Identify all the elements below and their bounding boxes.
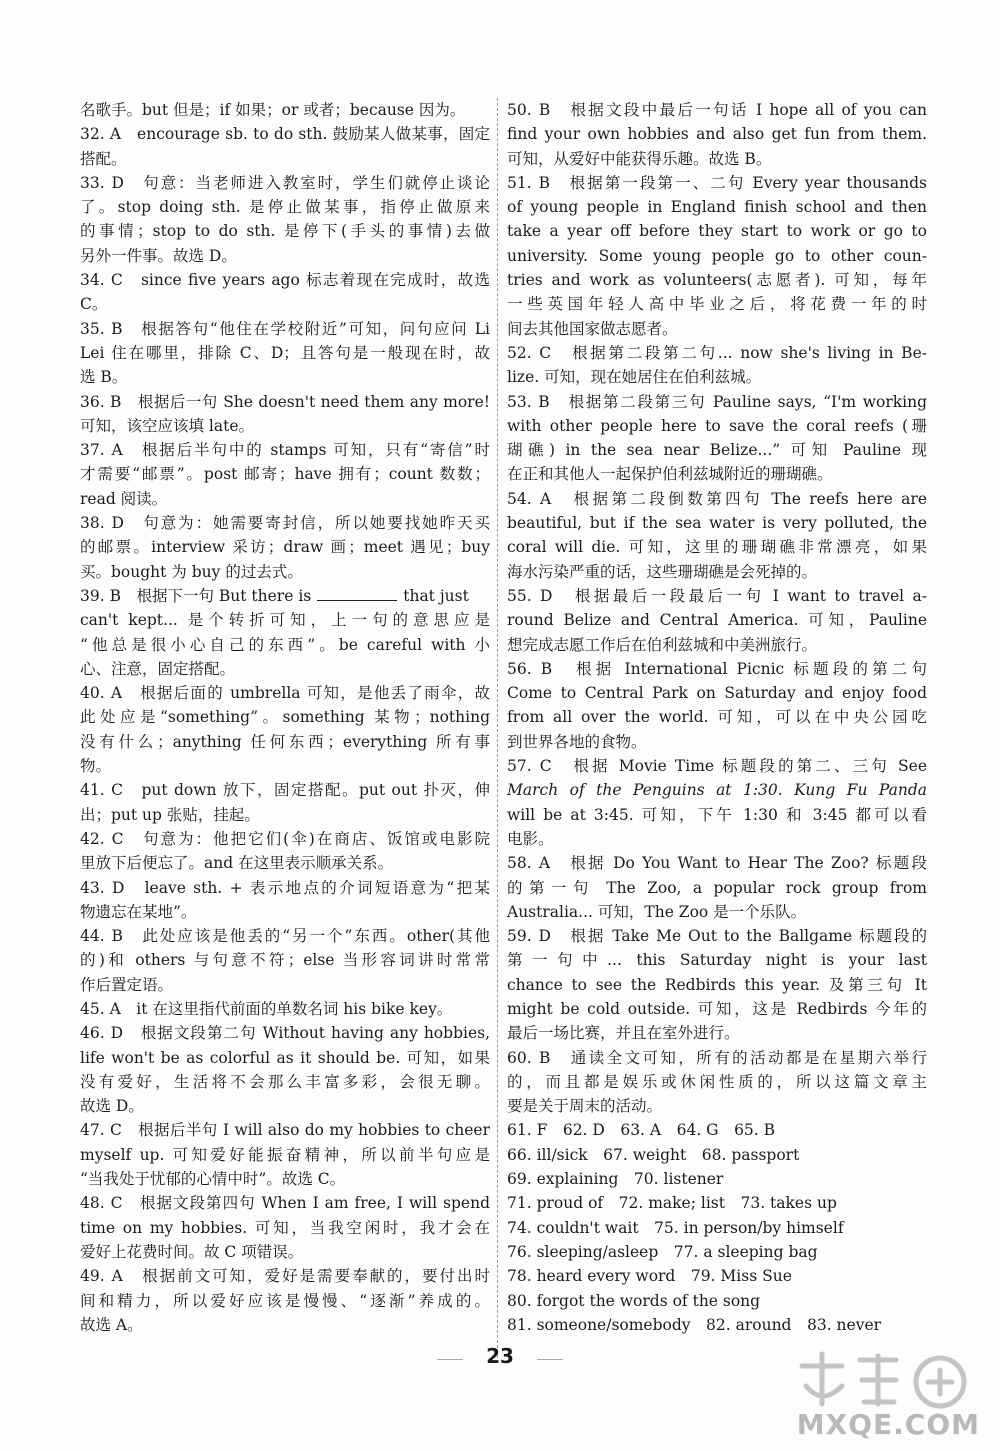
right-column-line: with other people here to save the coral reefs (珊 [507, 416, 927, 435]
right-column-line: 52. C 根据第二段第二句... now she's living in Be- [507, 343, 927, 362]
left-column-line: time on my hobbies. 可知，当我空闲时，我才会在 [80, 1218, 490, 1237]
left-column-line: 43. D leave sth. + 表示地点的介词短语意为“把某 [80, 878, 490, 897]
right-column-line: 的第一句 The Zoo, a popular rock group from [507, 878, 927, 897]
right-column-line: round Belize and Central America. 可知，Pauline [507, 611, 927, 630]
left-column-line: 44. B 此处应该是他丢的“另一个”东西。other(其他 [80, 927, 490, 946]
left-column-line: 35. B 根据答句“他住在学校附近”可知，问句应问 Li [80, 319, 490, 338]
question-39-stem: 39. B 根据下一句 But there is [80, 586, 312, 605]
right-column-line: 瑚礁) in the sea near Belize...” 可知 Pauline 现 [507, 441, 927, 460]
right-column-line: chance to see the Redbirds this year. 及第三句 It [507, 975, 927, 994]
left-column-line: 没有什么；anything 任何东西；everything 所有事 [80, 732, 490, 751]
right-column-line: 71. proud of 72. make; list 73. takes up [507, 1194, 837, 1213]
left-column-line: 故选 A。 [80, 1315, 143, 1334]
left-column-line: 搭配。 [80, 149, 127, 168]
left-column-line: 作后置定语。 [80, 975, 174, 994]
left-column-line: 36. B 根据后一句 She doesn't need them any more! [80, 392, 490, 411]
question-39-tail: that just [403, 586, 469, 605]
left-column-line: 另外一件事。故选 D。 [80, 246, 237, 265]
left-column-line: 选 B。 [80, 368, 128, 387]
left-column-line: can't kept... 是个转折可知，上一句的意思应是 [80, 611, 490, 630]
right-column-line: 50. B 根据文段中最后一句话 I hope all of you can [507, 101, 927, 119]
fill-in-blank [317, 586, 397, 601]
right-column-line: coral will die. 可知，这里的珊瑚礁非常漂亮，如果 [507, 538, 927, 557]
right-column-line: 60. B 通读全文可知，所有的活动都是在星期六举行 [507, 1048, 927, 1067]
right-column-line: 53. B 根据第二段第三句 Pauline says, “I'm working [507, 392, 927, 411]
right-column-line: 66. ill/sick 67. weight 68. passport [507, 1145, 800, 1164]
right-column-line: 78. heard every word 79. Miss Sue [507, 1267, 792, 1286]
right-column-line: 在正和其他人一起保护伯利兹城附近的珊瑚礁。 [507, 465, 833, 484]
right-column-line: might be cold outside. 可知，这是 Redbirds 今年的 [507, 999, 927, 1018]
right-column-line: 56. B 根据 International Picnic 标题段的第二句 [507, 659, 927, 678]
right-column-line: 到世界各地的食物。 [507, 732, 647, 751]
right-column-line: will be at 3:45. 可知，下午 1:30 和 3:45 都可以看 [507, 805, 927, 824]
right-column-line: 74. couldn't wait 75. in person/by himself [507, 1218, 844, 1237]
page-number-rule-right [537, 1359, 563, 1360]
right-column-line: 51. B 根据第一段第一、二句 Every year thousands [507, 173, 927, 192]
left-column-line: 45. A it 在这里指代前面的单数名词 his bike key。 [80, 999, 453, 1018]
right-column-line: 想完成志愿工作后在伯利兹城和中美洲旅行。 [507, 635, 818, 654]
left-column-line: 49. A 根据前文可知，爱好是需要奉献的，要付出时 [80, 1267, 490, 1286]
left-column-line: 买。bought 为 buy 的过去式。 [80, 562, 303, 581]
watermark-glyph-icon [790, 1346, 980, 1416]
left-column-line: 38. D 句意为：她需要寄封信，所以她要找她昨天买 [80, 514, 490, 533]
left-column-line: 爱好上花费时间。故 C 项错误。 [80, 1242, 304, 1261]
left-column-line: 33. D 句意：当老师进入教室时，学生们就停止谈论 [80, 173, 490, 192]
left-column-line: 没有爱好，生活将不会那么丰富多彩，会很无聊。 [80, 1072, 490, 1091]
left-column-line: 可知，该空应该填 late。 [80, 416, 255, 435]
left-column-line: 42. C 句意为：他把它们(伞)在商店、饭馆或电影院 [80, 829, 490, 848]
right-column-line: 61. F 62. D 63. A 64. G 65. B [507, 1121, 776, 1140]
left-column-line: 心、注意，固定搭配。 [80, 659, 236, 678]
right-column-line: 海水污染严重的话，这些珊瑚礁是会死掉的。 [507, 562, 818, 581]
right-column-line: 最后一场比赛，并且在室外进行。 [507, 1024, 740, 1043]
right-column-line: of young people in England finish school and then [507, 198, 927, 217]
left-column-line: 34. C since five years ago 标志着现在完成时，故选 [80, 271, 490, 290]
left-column-line: Lei 住在哪里，排除 C、D；且答句是一般现在时，故 [80, 343, 490, 362]
right-column-line: 81. someone/somebody 82. around 83. never [507, 1315, 882, 1334]
right-column-line: 69. explaining 70. listener [507, 1170, 724, 1189]
right-column [507, 98, 927, 1337]
left-column-line: 的事情；stop to do sth. 是停下(手头的事情)去做 [80, 222, 490, 241]
right-column-line: 80. forgot the words of the song [507, 1291, 761, 1310]
right-column-line: find your own hobbies and also get fun from them. [507, 125, 927, 144]
right-column-line: 58. A 根据 Do You Want to Hear The Zoo? 标题段 [507, 854, 927, 873]
left-column-line: 的)和 others 与句意不符；else 当形容词讲时常常 [80, 951, 490, 970]
left-column-line: “当我处于忧郁的心情中时”。故选 C。 [80, 1170, 346, 1189]
right-column-line: lize. 可知，现在她居住在伯利兹城。 [507, 368, 762, 387]
page-number: 23 [486, 1344, 514, 1368]
right-column-line: take a year off before they start to work or go to [507, 222, 927, 241]
right-column-line: 一些英国年轻人高中毕业之后，将花费一年的时 [507, 295, 927, 314]
left-column-line: 出；put up 张贴，挂起。 [80, 805, 260, 824]
left-column-line: read 阅读。 [80, 489, 168, 508]
left-column-line: 故选 D。 [80, 1097, 144, 1116]
right-column-line: 要是关于周末的活动。 [507, 1097, 663, 1116]
right-column-line: 间去其他国家做志愿者。 [507, 319, 678, 338]
left-column-line: 此处应是“something”。something 某物；nothing [80, 708, 490, 727]
left-column-line: 里放下后便忘了。and 在这里表示顺承关系。 [80, 854, 394, 873]
right-column-line: 的，而且都是娱乐或休闲性质的，所以这篇文章主 [507, 1072, 927, 1091]
left-column-line: life won't be as colorful as it should be. 可知，如果 [80, 1048, 490, 1067]
left-column-line: 47. C 根据后半句 I will also do my hobbies to cheer [80, 1121, 490, 1140]
right-column-line: 59. D 根据 Take Me Out to the Ballgame 标题段的 [507, 927, 927, 946]
right-column-line: 55. D 根据最后一段最后一句 I want to travel a- [507, 586, 927, 605]
watermark-text: MXQE.COM [796, 1408, 980, 1441]
left-column [80, 98, 490, 1337]
right-column-line: university. Some young people go to other coun- [507, 246, 927, 265]
left-column-line: 46. D 根据文段第二句 Without having any hobbies, [80, 1024, 490, 1043]
right-column-line: 电影。 [507, 829, 554, 848]
right-column-line: 可知，从爱好中能获得乐趣。故选 B。 [507, 149, 772, 168]
right-column-line: tries and work as volunteers(志愿者). 可知，每年 [507, 271, 927, 290]
left-column-line: 40. A 根据后面的 umbrella 可知，是他丢了雨伞，故 [80, 684, 490, 703]
left-column-line: myself up. 可知爱好能振奋精神，所以前半句应是 [80, 1145, 490, 1164]
right-column-line: from all over the world. 可知，可以在中央公园吃 [507, 708, 927, 727]
right-column-line: beautiful, but if the sea water is very polluted, the [507, 514, 927, 533]
left-column-line [80, 584, 490, 608]
right-column-line: 76. sleeping/asleep 77. a sleeping bag [507, 1242, 818, 1261]
column-divider [497, 98, 498, 1358]
left-column-line: 48. C 根据文段第四句 When I am free, I will spend [80, 1194, 490, 1213]
left-column-line: 间和精力，所以爱好应该是慢慢、“逐渐”养成的。 [80, 1291, 490, 1310]
left-column-line: 37. A 根据后半句中的 stamps 可知，只有“寄信”时 [80, 441, 490, 460]
right-column-line: 54. A 根据第二段倒数第四句 The reefs here are [507, 489, 927, 508]
left-column-line: 41. C put down 放下，固定搭配。put out 扑灭，伸 [80, 781, 490, 800]
left-column-line: “他总是很小心自己的东西”。be careful with 小 [80, 635, 490, 654]
right-column-line: March of the Penguins at 1:30. Kung Fu Panda [507, 781, 927, 800]
watermark-logo [790, 1346, 980, 1441]
left-column-line: 的邮票。interview 采访；draw 画；meet 遇见；buy [80, 538, 490, 557]
left-column-line: 名歌手。but 但是；if 如果；or 或者；because 因为。 [80, 101, 466, 119]
left-column-line: 物。 [80, 757, 112, 776]
left-column-line: C。 [80, 295, 108, 314]
left-column-line: 才需要“邮票”。post 邮寄；have 拥有；count 数数； [80, 465, 490, 484]
left-column-line: 物遗忘在某地”。 [80, 902, 197, 921]
right-column-line: 第一句中... this Saturday night is your last [507, 951, 927, 970]
left-column-line: 了。stop doing sth. 是停止做某事，指停止做原来 [80, 198, 490, 217]
right-column-line: 57. C 根据 Movie Time 标题段的第二、三句 See [507, 757, 927, 776]
right-column-line: Australia... 可知，The Zoo 是一个乐队。 [507, 902, 807, 921]
left-column-line: 32. A encourage sb. to do sth. 鼓励某人做某事，固定 [80, 125, 490, 144]
right-column-line: Come to Central Park on Saturday and enjoy food [507, 684, 927, 703]
